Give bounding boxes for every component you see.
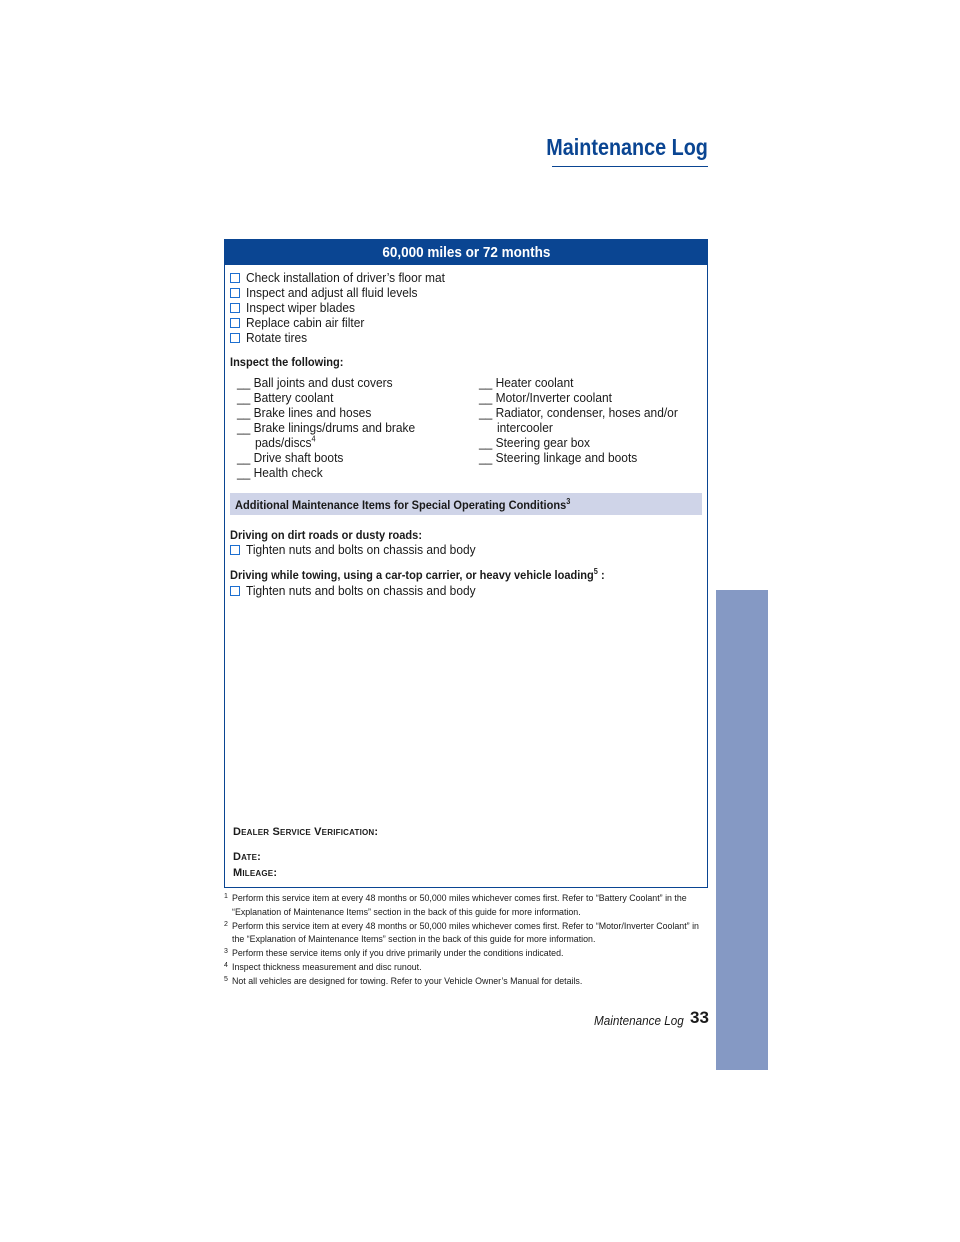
footnote: 3 Perform these service items only if you drive primarily under the conditions indicated. [224, 948, 564, 960]
checklist-item[interactable]: Check installation of driver’s floor mat [230, 270, 462, 285]
condition-heading-dusty: Driving on dirt roads or dusty roads: [230, 528, 422, 542]
inspect-item: __ Battery coolant [237, 390, 334, 405]
checkbox-icon[interactable] [230, 303, 240, 313]
footnote: 2 Perform this service item at every 48 months or 50,000 miles whichever comes first. Refer to “Motor/Inverter Coolant” in the “Explanation of Maintenance Items” section in the back of this guide for more information. [224, 920, 699, 946]
footnotes [224, 892, 708, 989]
inspect-item: __ Ball joints and dust covers [237, 375, 393, 390]
dealer-verification-label: Dealer Service Verification: [233, 826, 379, 838]
special-conditions-heading: Additional Maintenance Items for Special Operating Conditions [235, 498, 567, 512]
inspect-item: __ Steering linkage and boots [479, 450, 638, 465]
page-title: Maintenance Log [546, 134, 708, 160]
mileage-label: Mileage: [233, 867, 278, 879]
inspect-item: __ Radiator, condenser, hoses and/or intercooler [479, 405, 678, 435]
checkbox-icon[interactable] [230, 273, 240, 283]
footer-section-label: Maintenance Log [594, 1013, 684, 1028]
inspect-item: __ Brake linings/drums and brake pads/discs$^4$ [237, 420, 416, 450]
inspect-item: __ Heater coolant [479, 375, 574, 390]
inspect-item: __ Steering gear box [479, 435, 591, 450]
condition-item-dusty[interactable]: Tighten nuts and bolts on chassis and body [230, 542, 496, 557]
footnote: 5 Not all vehicles are designed for towing. Refer to your Vehicle Owner’s Manual for details. [224, 975, 583, 987]
checkbox-icon[interactable] [230, 318, 240, 328]
checklist-item[interactable]: Inspect wiper blades [230, 300, 462, 315]
service-checklist [230, 270, 462, 345]
checklist-item[interactable]: Replace cabin air filter [230, 315, 462, 330]
inspect-heading: Inspect the following: [230, 355, 344, 369]
footnote: 1 Perform this service item at every 48 months or 50,000 miles whichever comes first. Refer to “Battery Coolant” in the “Explanation of Maintenance Items” section in the back of this guide for more information. [224, 893, 687, 918]
side-tab-label: MAINTENANCE [654, 707, 671, 831]
condition-heading-towing: Driving while towing, using a car-top carrier, or heavy vehicle loading$^5$ : [230, 567, 605, 582]
inspect-item: __ Drive shaft boots [237, 450, 344, 465]
inspect-list-right [479, 375, 695, 465]
maintenance-log-box [224, 239, 708, 888]
date-label: Date: [233, 851, 262, 863]
checkbox-icon[interactable] [230, 545, 240, 555]
checkbox-icon[interactable] [230, 333, 240, 343]
checklist-item[interactable]: Rotate tires [230, 330, 462, 345]
footnote: 4 Inspect thickness measurement and disc runout. [224, 961, 422, 973]
checkbox-icon[interactable] [230, 586, 240, 596]
inspect-item: __ Brake lines and hoses [237, 405, 372, 420]
inspect-list-left [237, 375, 431, 480]
condition-item-towing[interactable]: Tighten nuts and bolts on chassis and body [230, 583, 496, 598]
checklist-item[interactable]: Inspect and adjust all fluid levels [230, 285, 462, 300]
page-number: 33 [690, 1008, 709, 1027]
special-conditions-bar: Additional Maintenance Items for Special Operating Conditions$^3$ [230, 493, 702, 515]
inspect-item: __ Health check [237, 465, 323, 480]
title-divider [552, 166, 708, 167]
interval-header [225, 240, 707, 265]
checkbox-icon[interactable] [230, 288, 240, 298]
inspect-item: __ Motor/Inverter coolant [479, 390, 612, 405]
interval-header-text: 60,000 miles or 72 months [381, 244, 551, 261]
